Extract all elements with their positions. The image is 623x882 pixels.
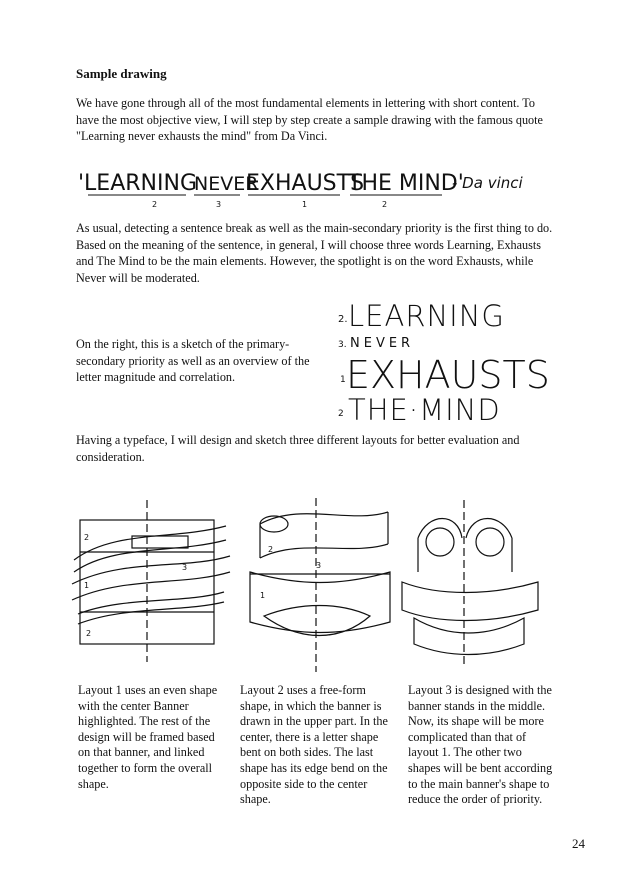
- layout-3-sketch: [398, 498, 548, 668]
- stack-word-learning: LEARNING: [348, 299, 505, 333]
- layout-1-label-2: 3: [182, 563, 188, 572]
- stack-num-exhausts: 1: [340, 375, 346, 385]
- layouts-paragraph: Having a typeface, I will design and sketch three different layouts for better evaluation and consideration.: [76, 433, 520, 464]
- layout-2-label-3: 1: [260, 591, 266, 600]
- stack-num-the-mind: 2: [338, 409, 344, 419]
- stack-num-never: 3.: [338, 340, 347, 350]
- layout-1-bottom-banner: [78, 592, 224, 624]
- caption-layout-3: Layout 3 is designed with the banner stands in the middle. Now, its shape will be more complicated than that of layout 1. The other two shapes will be bent according to the main banner's shape to reduce the order of priority.: [408, 683, 553, 807]
- priority-never: 3: [216, 200, 222, 208]
- caption-layout-1: Layout 1 uses an even shape with the center Banner highlighted. The rest of the design will be framed based on that banner, and linked together to form the overall shape.: [78, 683, 218, 791]
- quote-sketch: [70, 160, 560, 208]
- priority-exhausts: 1: [302, 200, 308, 208]
- layout-2-scroll: [260, 512, 388, 558]
- layout-2-bottom-shape: [264, 606, 370, 636]
- quote-word-exhausts: EXHAUSTS: [246, 171, 365, 196]
- priority-the-mind: 2: [382, 200, 388, 208]
- quote-word-the-mind: THE MIND': [348, 171, 464, 196]
- stack-word-never: NEVER: [350, 336, 415, 351]
- quote-word-learning: 'LEARNING: [78, 171, 197, 196]
- stack-num-learning: 2.: [338, 314, 348, 325]
- stack-word-exhausts: EXHAUSTS: [346, 353, 550, 397]
- layout-2-sketch: [240, 494, 400, 674]
- sketch-paragraph: On the right, this is a sketch of the primary-secondary priority as well as an overview of the letter magnitude and correlation.: [76, 337, 310, 384]
- layout-3-top-scrolls: [418, 519, 512, 573]
- stack-sketch: [336, 296, 556, 424]
- page-number: 24: [572, 836, 585, 851]
- caption-layout-2: Layout 2 uses a free-form shape, in which the banner is drawn in the upper part. In the center, there is a letter shape bent on both sides. The last shape has its edge bend on the opposite side to the center shape.: [240, 683, 388, 807]
- layout-1-label-4: 2: [86, 629, 92, 638]
- layout-2-center-shape: [250, 572, 390, 633]
- section-heading: Sample drawing: [76, 66, 167, 81]
- quote-word-never: NEVER: [194, 173, 259, 195]
- layout-1-center-banner: [72, 556, 230, 600]
- priority-learning: 2: [152, 200, 158, 208]
- priority-paragraph: As usual, detecting a sentence break as well as the main-secondary priority is the first thing to do. Based on the meaning of the sentence, in general, I will choose three words Learning, Exhausts and The Mind to be the main elements. However, the spotlight is on the word Exhausts, while Never will be moderated.: [76, 221, 553, 285]
- layout-1-label-1: 2: [84, 533, 90, 542]
- layout-1-label-3: 1: [84, 581, 90, 590]
- layout-1-top-banner: [74, 526, 226, 572]
- layout-2-label-2: 3: [316, 561, 322, 570]
- quote-author: - Da vinci: [452, 174, 523, 192]
- layout-1-sketch: [64, 492, 234, 672]
- layout-3-main-banner: [402, 582, 538, 621]
- layout-3-bottom-shape: [414, 618, 524, 655]
- stack-word-the-mind: THE·MIND: [348, 393, 501, 424]
- layout-2-label-1: 2: [268, 545, 274, 554]
- intro-paragraph: We have gone through all of the most fundamental elements in lettering with short content. To have the most objective view, I will step by step create a sample drawing with the famous quote "Learning never exhausts the mind" from Da Vinci.: [76, 96, 543, 143]
